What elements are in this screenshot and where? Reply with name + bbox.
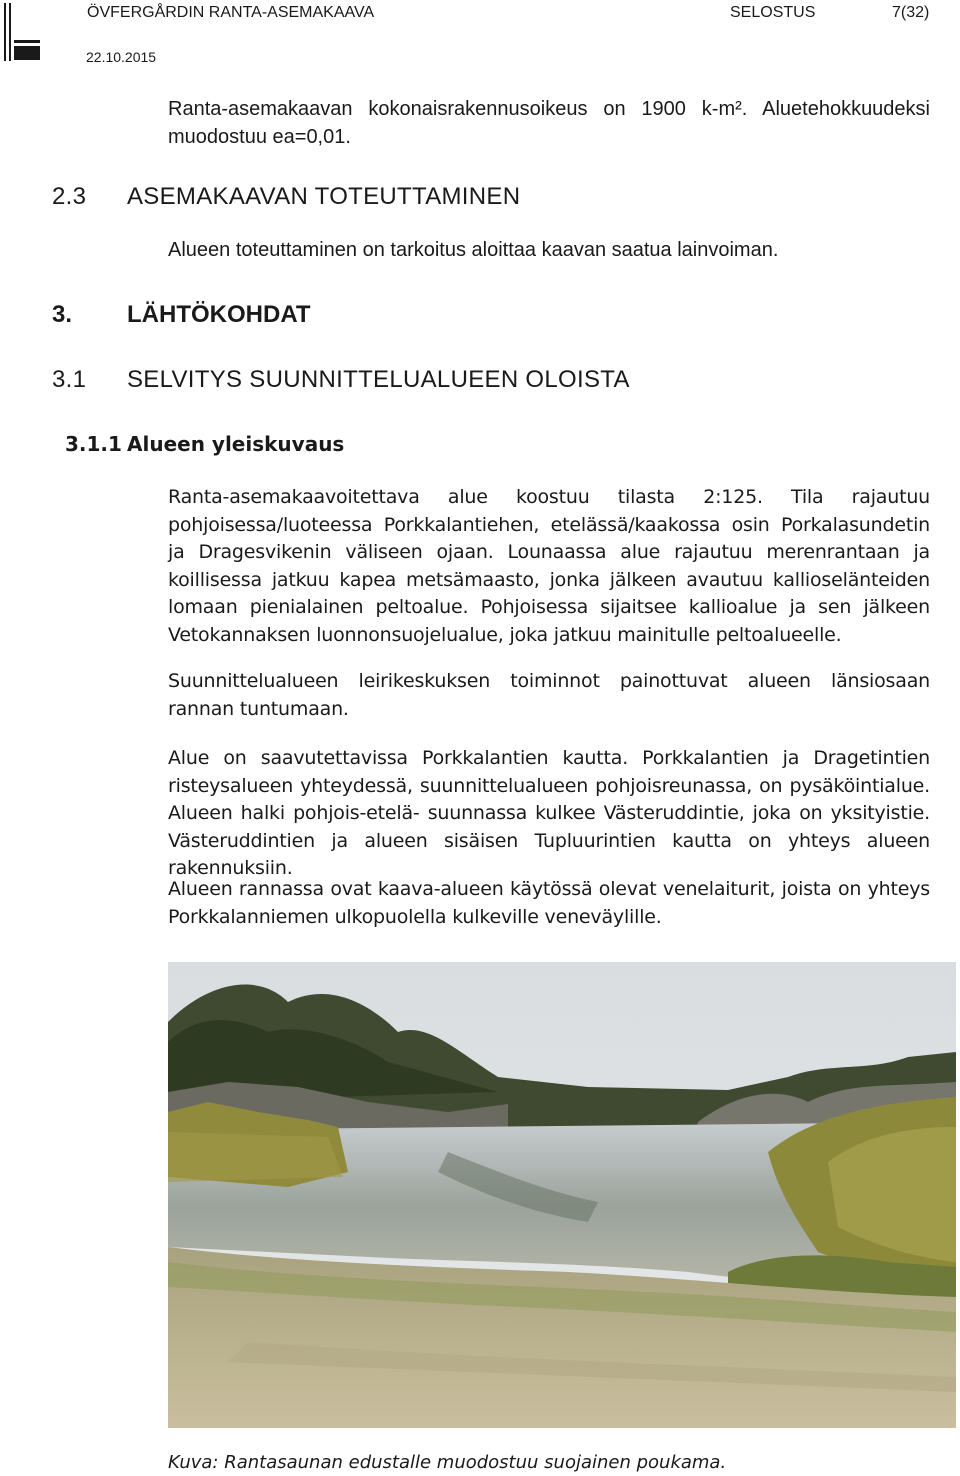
heading-text: ASEMAKAAVAN TOTEUTTAMINEN xyxy=(127,183,521,210)
heading-text: LÄHTÖKOHDAT xyxy=(127,301,311,328)
photo-caption: Kuva: Rantasaunan edustalle muodostuu suojainen poukama. xyxy=(168,1452,727,1473)
header-section-label: SELOSTUS xyxy=(730,4,816,21)
organization-logo-icon xyxy=(0,0,42,64)
heading-number: 3.1 xyxy=(52,366,87,393)
shoreline-photo xyxy=(168,962,956,1428)
heading-number: 2.3 xyxy=(52,183,87,210)
header-date: 22.10.2015 xyxy=(86,49,157,65)
heading-number: 3. xyxy=(52,301,73,328)
header-document-title: ÖVFERGÅRDIN RANTA-ASEMAKAAVA xyxy=(87,4,375,21)
paragraph-implementation: Alueen toteuttaminen on tarkoitus aloittaa kaavan saatua lainvoiman. xyxy=(168,239,779,261)
paragraph-boat-docks: Alueen rannassa ovat kaava-alueen käytössä olevat venelaiturit, joista on yhteys Porkkalanniemen ulkopuolella kulkeville veneväylille. xyxy=(168,878,930,928)
paragraph-camp-activities: Suunnittelualueen leirikeskuksen toiminnot painottuvat alueen länsiosaan rannan tuntumaan. xyxy=(168,670,930,720)
paragraph-building-rights: Ranta-asemakaavan kokonaisrakennusoikeus on 1900 k-m². Aluetehokkuudeksi muodostuu ea=0,01. xyxy=(168,98,930,148)
paragraph-access: Alue on saavutettavissa Porkkalantien kautta. Porkkalantien ja Dragetintien risteysalueen yhteydessä, suunnittelualueen pohjoisreunassa, on pysäköintialue. Alueen halki pohjois-etelä- suunnassa kulkee Västeruddintie, joka on yksityistie. Västeruddintien ja alueen sisäisen Tupluurintien kautta on yhteys alueen rakennuksiin. xyxy=(168,747,930,879)
heading-text: SELVITYS SUUNNITTELUALUEEN OLOISTA xyxy=(127,366,630,393)
header-page-number: 7(32) xyxy=(892,4,930,21)
heading-number: 3.1.1 xyxy=(65,432,122,456)
paragraph-general-description: Ranta-asemakaavoitettava alue koostuu tilasta 2:125. Tila rajautuu pohjoisessa/luoteessa Porkkalantiehen, etelässä/kaakossa osin Porkalasundetin ja Dragesvikenin väliseen ojaan. Lounaassa alue rajautuu merenrantaan ja koillisessa jatkuu kapea metsämaasto, jonka jälkeen avautuu kallioselänteiden lomaan pienialainen peltoalue. Pohjoisessa sijaitsee kallioalue ja sen jälkeen Vetokannaksen luonnonsuojelualue, joka jatkuu mainitulle peltoalueelle. xyxy=(168,486,930,646)
heading-text: Alueen yleiskuvaus xyxy=(127,432,345,456)
